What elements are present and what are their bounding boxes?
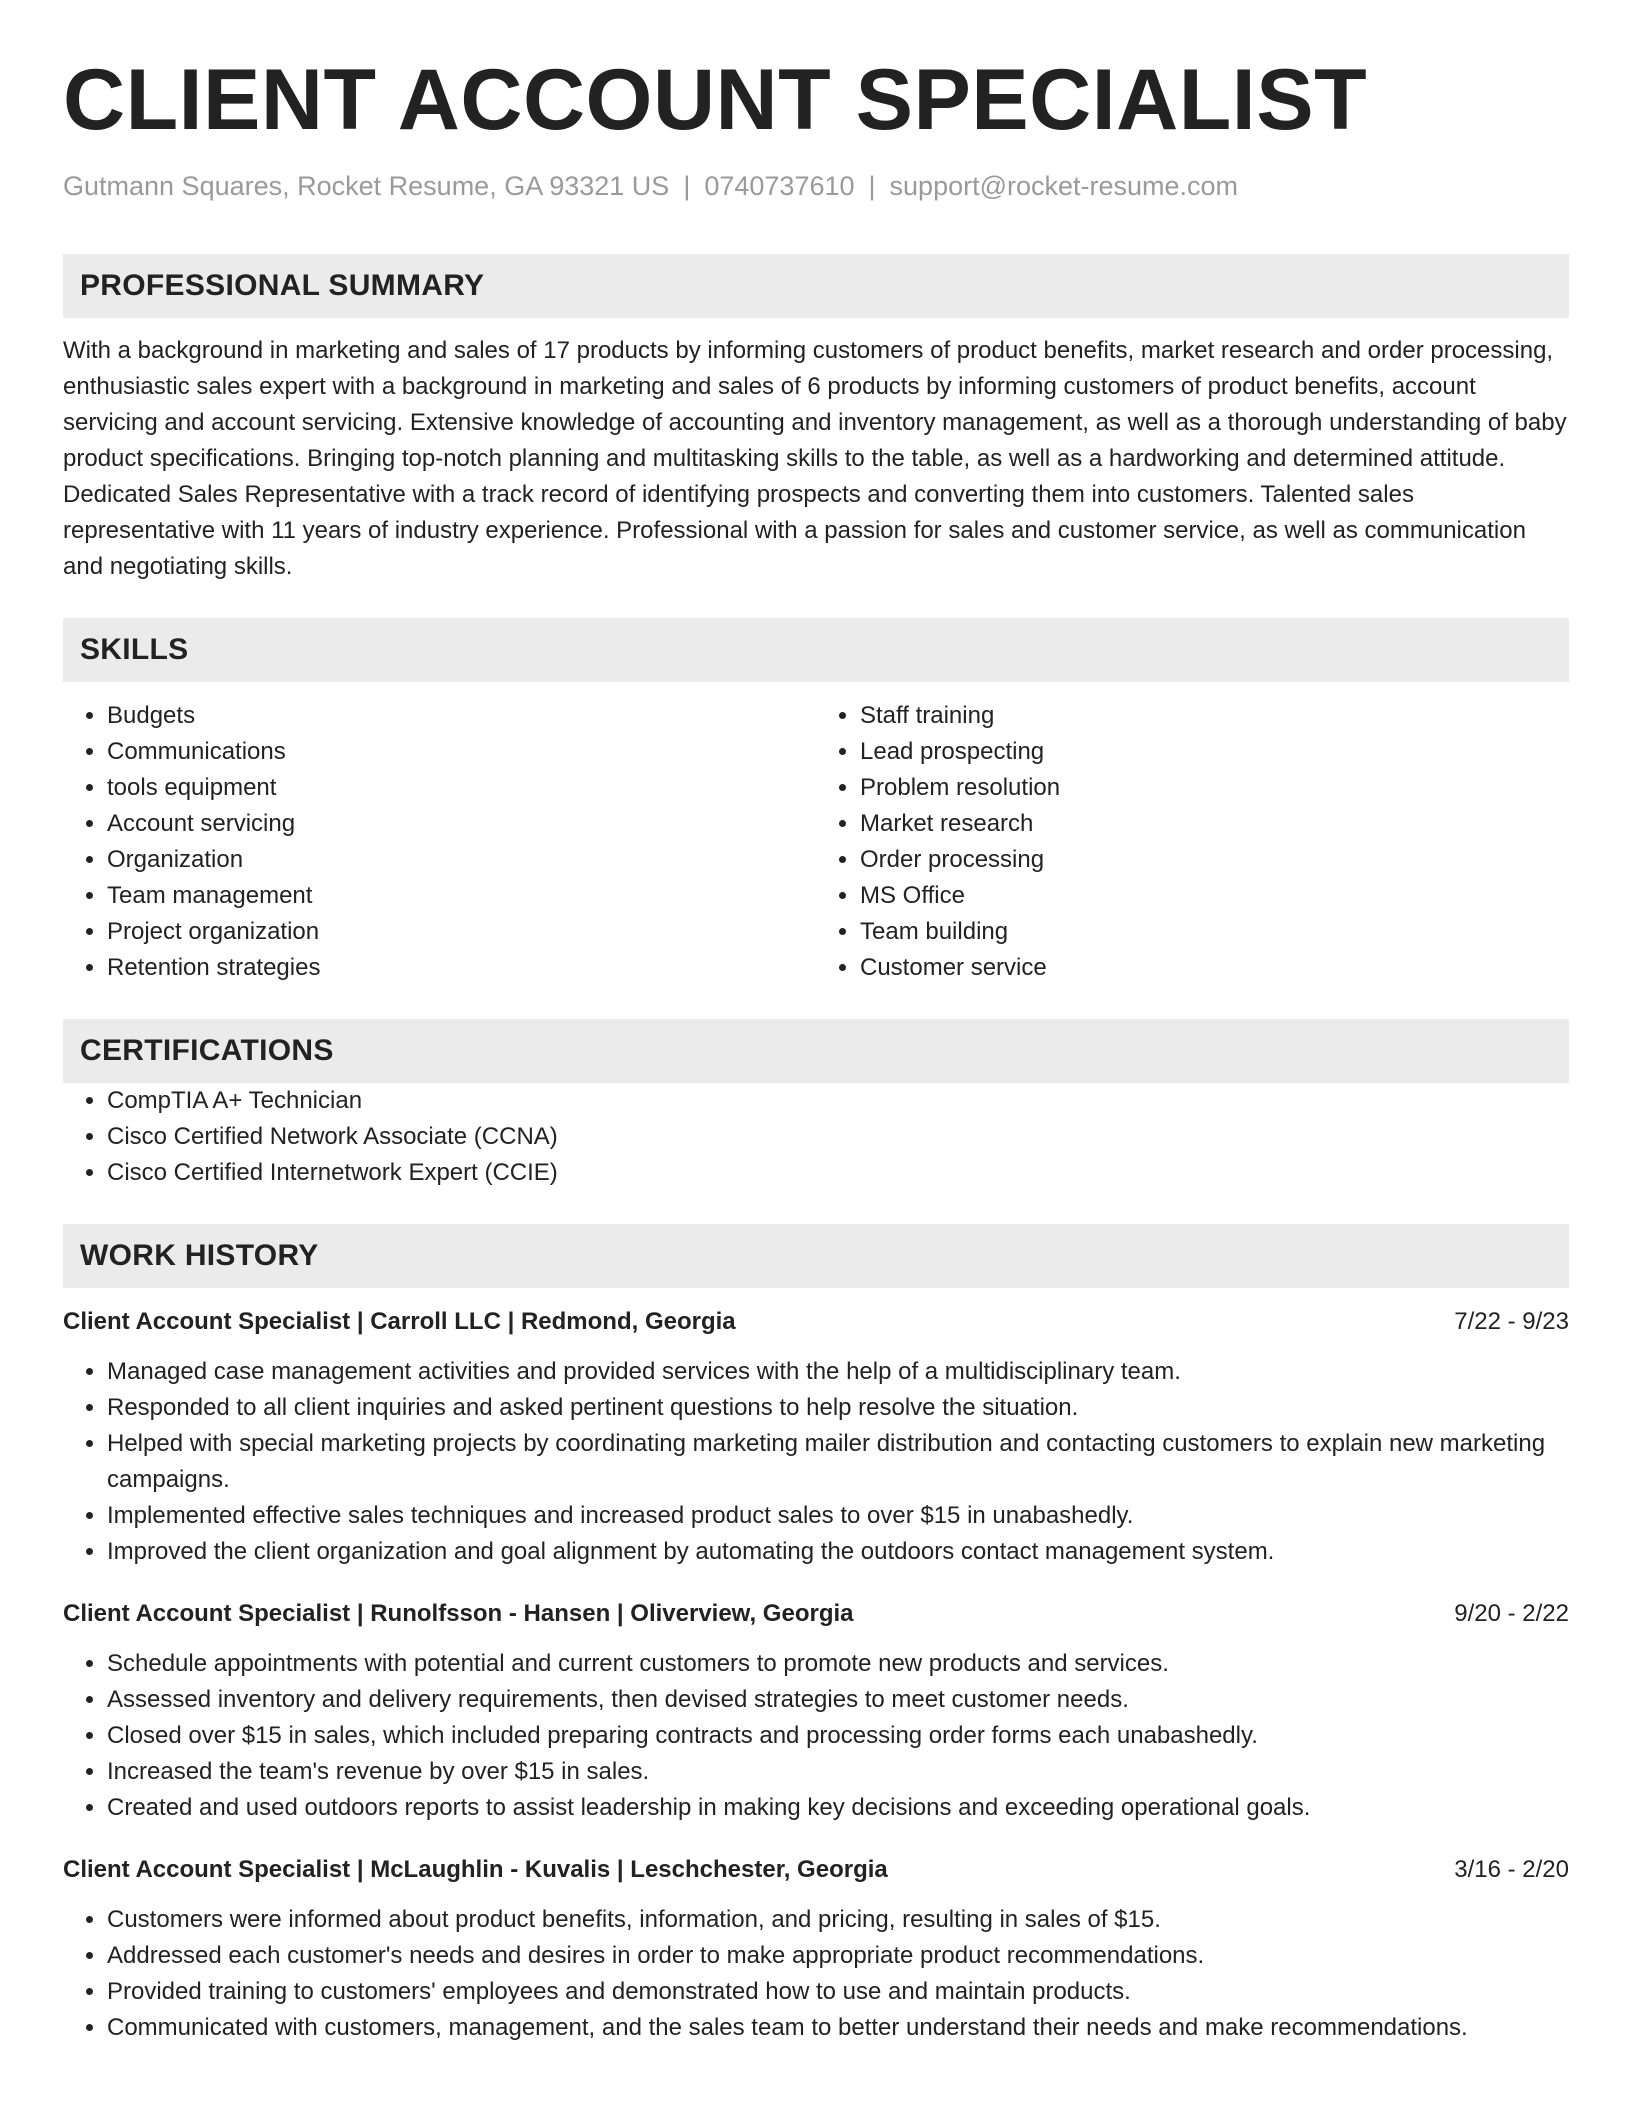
job-bullet: • Improved the client organization and goal alignment by automating the outdoors contact management system. [107, 1534, 1569, 1570]
skill-item: • Customer service [860, 950, 1569, 986]
skill-item: • Team building [860, 914, 1569, 950]
skill-item: • tools equipment [107, 770, 816, 806]
skill-item: • MS Office [860, 878, 1569, 914]
skills-list [63, 698, 1569, 986]
skill-item: • Retention strategies [107, 950, 816, 986]
skill-item: • Order processing [860, 842, 1569, 878]
section-header-work-history: WORK HISTORY [63, 1224, 1569, 1288]
certification-item: • Cisco Certified Internetwork Expert (CCIE) [107, 1155, 1569, 1191]
certification-item: • CompTIA A+ Technician [107, 1083, 1569, 1119]
section-header-skills: SKILLS [63, 618, 1569, 682]
job-bullet: • Provided training to customers' employees and demonstrated how to use and maintain products. [107, 1974, 1569, 2010]
contact-separator: | [868, 171, 876, 201]
skill-item: • Problem resolution [860, 770, 1569, 806]
skill-item: • Communications [107, 734, 816, 770]
job-bullets [63, 1646, 1569, 1826]
contact-line [63, 168, 1569, 204]
skill-item: • Account servicing [107, 806, 816, 842]
contact-email: support@rocket-resume.com [889, 171, 1239, 201]
summary-text: With a background in marketing and sales of 17 products by informing customers of product benefits, market research and order processing, enthusiastic sales expert with a background in marketing and sales of 6 products by informing customers of product benefits, account servicing and account servicing. Extensive knowledge of accounting and inventory management, as well as a thorough understanding of baby product specifications. Bringing top-notch planning and multitasking skills to the table, as well as a hardworking and determined attitude. Dedicated Sales Representative with a track record of identifying prospects and converting them into customers. Talented sales representative with 11 years of industry experience. Professional with a passion for sales and customer service, as well as communication and negotiating skills. [63, 337, 1567, 580]
job-bullet: • Implemented effective sales techniques and increased product sales to over $15 in unabashedly. [107, 1498, 1569, 1534]
job-bullets [63, 1902, 1569, 2046]
skill-item: • Team management [107, 878, 816, 914]
contact-separator: | [683, 171, 691, 201]
job-bullet: • Assessed inventory and delivery requirements, then devised strategies to meet customer needs. [107, 1682, 1569, 1718]
job-title: Client Account Specialist | Carroll LLC | Redmond, Georgia [63, 1308, 736, 1335]
section-header-summary: PROFESSIONAL SUMMARY [63, 254, 1569, 318]
skill-item: • Lead prospecting [860, 734, 1569, 770]
certification-item: • Cisco Certified Network Associate (CCNA) [107, 1119, 1569, 1155]
job-bullet: • Increased the team's revenue by over $15 in sales. [107, 1754, 1569, 1790]
job-bullet: • Managed case management activities and provided services with the help of a multidisciplinary team. [107, 1354, 1569, 1390]
job-entry [63, 1852, 1569, 2046]
skill-item: • Project organization [107, 914, 816, 950]
job-bullet: • Addressed each customer's needs and desires in order to make appropriate product recommendations. [107, 1938, 1569, 1974]
contact-phone: 0740737610 [704, 171, 855, 201]
job-bullet: • Schedule appointments with potential and current customers to promote new products and services. [107, 1646, 1569, 1682]
section-header-certifications: CERTIFICATIONS [63, 1019, 1569, 1083]
job-title: Client Account Specialist | McLaughlin - Kuvalis | Leschchester, Georgia [63, 1856, 888, 1883]
job-title-row [63, 1304, 1569, 1340]
skill-item: • Budgets [107, 698, 816, 734]
job-bullet: • Responded to all client inquiries and asked pertinent questions to help resolve the situation. [107, 1390, 1569, 1426]
skill-item: • Staff training [860, 698, 1569, 734]
job-entry [63, 1596, 1569, 1826]
job-dates: 3/16 - 2/20 [1454, 1856, 1569, 1883]
job-title: Client Account Specialist | Runolfsson - Hansen | Oliverview, Georgia [63, 1600, 854, 1627]
contact-address: Gutmann Squares, Rocket Resume, GA 93321 US [63, 171, 670, 201]
job-title-row [63, 1852, 1569, 1888]
job-bullet: • Created and used outdoors reports to assist leadership in making key decisions and exceeding operational goals. [107, 1790, 1569, 1826]
job-bullet: • Communicated with customers, management, and the sales team to better understand their needs and make recommendations. [107, 2010, 1569, 2046]
job-dates: 7/22 - 9/23 [1454, 1308, 1569, 1335]
job-bullet: • Helped with special marketing projects by coordinating marketing mailer distribution and contacting customers to explain new marketing campaigns. [107, 1426, 1569, 1498]
job-bullets [63, 1354, 1569, 1570]
resume-name: CLIENT ACCOUNT SPECIALIST [63, 52, 1368, 148]
skill-item: • Market research [860, 806, 1569, 842]
job-bullet: • Customers were informed about product benefits, information, and pricing, resulting in sales of $15. [107, 1902, 1569, 1938]
job-entry [63, 1304, 1569, 1570]
certifications-list [63, 1083, 1569, 1191]
skills-column-left [63, 698, 816, 986]
job-bullet: • Closed over $15 in sales, which included preparing contracts and processing order forms each unabashedly. [107, 1718, 1569, 1754]
skills-column-right [816, 698, 1569, 986]
job-title-row [63, 1596, 1569, 1632]
skill-item: • Organization [107, 842, 816, 878]
job-dates: 9/20 - 2/22 [1454, 1600, 1569, 1627]
